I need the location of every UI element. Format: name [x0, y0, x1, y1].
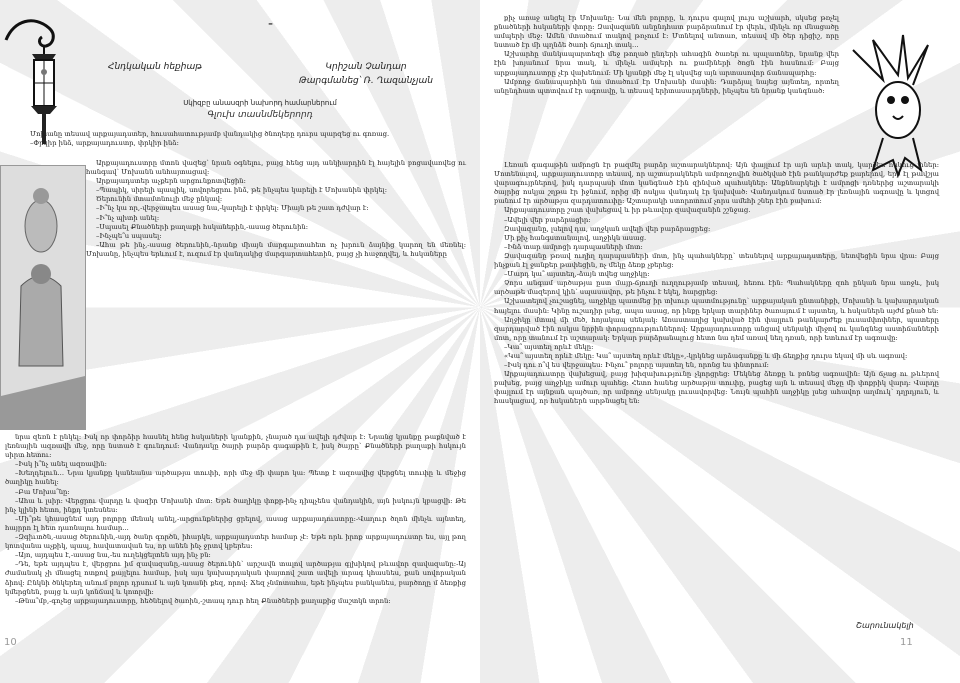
- paragraph: –Ինձ տար ամրոցի դարպասների մոտ:: [504, 242, 643, 251]
- paragraph: Աշխարհը մանկապարտեզի մեջ թողած ընդերի ահագին ծառեր ու պալատներ, նրանք վեր էին խոյանում նրա տակ, և մինչև ամպերի ու քամիների ծոցն էին հասնում: Բայց արքայադուստրը չէր վախենում: Մի կյանքի մեջ էլ սկսվեց այն արտասովոր ճանապարհը:: [494, 50, 839, 77]
- intro-text: [20, 130, 465, 148]
- paragraph: –Պապիկ, սիրելի պապիկ, սովորեցրու ինձ, թե ինչպես կարելի է Մոխանին փրկել:: [96, 186, 388, 195]
- paragraph: Չորս անգամ արծաթյա ըստ մայր-ճյուղի ուղղությամբ տեսավ, հեռու էին: Պահակները զոհ ընկան նրա առջև, իսկ արծաթե մազերով կին՝ սպասավոր, թե ինչու է եկել, հարցրեց:: [494, 279, 939, 297]
- paragraph: Մոխանը տեսավ արքայադստեր, հուսահատությամբ վանդակից ծնողերը դուրս պարզեց ու գոռաց.: [30, 130, 390, 138]
- paragraph: –Խեղդելուն... Նրա կյանքը կանեանա արծաթյա տուփի, որի մեջ մի փարո կա: Պետք է ազռավից վերցնել տուփը և մեջից ծաղիկը հանել:: [5, 469, 466, 487]
- paragraph: –Ավելի վեր բարձրացիր:: [504, 215, 591, 224]
- paragraph: Աղջիկը մտավ մի մեծ, հոյակապ սենյակ: Առաստաղից կախված էին փայլուն թանկարժեք լուսամփոփներ, պատերը զարդարված էին ոսկյա նրբին փորագրություններով: Արքայադուստրը անցավ սենյակի միջով ու կանգնեց աստիճանների մոտ, որը տանում էր աշտարակ: Երկար բարձրանալուց հետո նա դեմ առավ նեղ դռան, որի ետևում էր ագռավը:: [494, 315, 939, 342]
- header-dash: -: [268, 16, 274, 32]
- rubric-label: Հնդկական հեքիաթ: [108, 62, 202, 72]
- to-be-continued: Շարունակելի: [856, 621, 914, 630]
- page-number-left: 10: [4, 637, 17, 648]
- paragraph: –Բա Մոխա՞նը:: [15, 487, 70, 496]
- crow-illustration: [843, 20, 941, 180]
- author-name: Կրիշան Չանդար: [325, 62, 407, 72]
- illustration-drawing: [1, 166, 85, 429]
- paragraph: –Մի՞թե կհասցնեմ այդ բոլորը մենակ անել,-արցունքներից ցրելով, ասաց արքայադուստրը:-Վաղուր ծղոն մինչև այնտեղ, հայրրո էլ հետ դառնալու համար...: [5, 514, 466, 532]
- abridged-note: Սկիզբը անասզրի նախորդ համարներում: [183, 99, 337, 107]
- translator-name: Թարգմանեց՝ Ռ. Ղազանչյան: [299, 76, 433, 86]
- paragraph: –Թնա՞մբ,-գոչեց արքայադուստրը, հեծնելով ծառին,-շտապ դուր հեղ Քնածների քաղաքից մաշտկն տրոն:: [15, 596, 391, 605]
- story-illustration: [0, 165, 86, 430]
- author-block: [296, 60, 436, 88]
- paragraph: Մի քիչ հանգստանալով, աղջիկն ասաց.: [504, 233, 647, 242]
- paragraph: –Իսկ ի՞նչ անել ազռավին:: [15, 460, 107, 469]
- paragraph: Ամբողջ ճանապարհին նա մտածում էր Մոխանի մասին: Դարձյալ նայեց այնտեղ, որտեղ անընդհատ պտտվում էր ագռավը, և տեսավ երիտասարդների, ինչպես են նրանք կանգնած:: [494, 77, 839, 95]
- paragraph: քիչ առաջ անցել էր Մոխանը: Նա մեն բոլորը, և դուրս գալով լույս աշխարհ, սկսեց թռչել քնածների հսկաների փորը: Զավազանն անընդհատ բարձրանում էր վերև, մինչև որ մնացածը ամպերի մեջ: Ամեն մտածում տակով թռչում է: Մտնելով անտառ, տեսավ մի ծեր դիցիշ, որը նստած էր մի պղնձե ծառի ճյուղի տակ...: [494, 14, 839, 50]
- paragraph: –Իսկ դու ո՞վ ես վերջապես: Ինչու՞ բոլորը այստեղ են, որոնց ես փնտրում:: [504, 361, 769, 370]
- paragraph: –Զգիւտծն,-ասաց ծերունին,-այդ ծանր գործն, իհարկե, արքայադստեր համար չէ: Եթե որև իրոք արքայադուստր ես, այլ թող կոտվանա աչքիկ, պապ, հավատավան ես, որ անեն ինչ ջրտվ կբերես:: [5, 533, 466, 551]
- paragraph: –Ահա թե ինչ,-ասաց ծերունին,-նրանք միայն մարգարտահետ ոչ խրուն ձայնից կարող են մեռնել: Մոխանը, ինչպես երևում է, ուզում էր վանդակից մարգարտահետին, բայց չի հաջողվել, և հսկաները: [86, 240, 466, 258]
- paragraph: «Կա՞ այստեղ որևէ մեկը: Կա՞ այստեղ որևէ մեկը»,-կրկնեց արձագանքը և մի ճեղքից դուրս եկավ մի սև ագռավ:: [504, 351, 908, 360]
- paragraph: Լեռան գագաթին ամրոցն էր բազմել բարձր աշտարակներով: Այն փայլում էր այն արևի տակ, կարծես ոսկուց լիներ: Մոտենալով, արքայադուստրը տեսավ, որ աշտարակներն ամբողջովին ծածկված էին թանկարժեք քարերով, երբ էլ թավշյա վարագույրներով, իսկ դարպասի մոտ կանգնած էին զինված պահակներ: Անքննարկելի է ամրոցի դռներից աշտարակի ծայրից ոսկյա շղթա էր իջնում, որից մի ոսկյա վանդակ էր կախված: Վանդակում նստած էր լեռնային ագռավը և կտցով բանում էր արծաթյա զարդատուփը: Աշտարակի ստորոտում չորս ամեհի շներ էին բախում:: [494, 161, 939, 206]
- paragraph: –Ահա և լսիր: Վերցրու վարդը և վազիր Մոխանի մոտ: Եթե ծաղիկը փոքր-ինչ դիպչենս վանդակին, այն իսկույն կբացվի: Թե ինչ կլինի հետո, ինքդ կտեսնես:: [5, 496, 466, 514]
- right-page: [480, 0, 960, 683]
- page-number-right: 11: [900, 637, 913, 648]
- paragraph: Զավազանը թռավ ուղիղ դարպասների մոտ, ինչ պահակները՝ տեսնելով արքայադստերը, նետվեցին նրա վրա: Բայց ինչքան էլ ջանքեր թափեցին, ոչ մեկը ձեռք չբերեց:: [494, 251, 939, 270]
- chapter-title: Գլուխ տասնմեկերորդ: [207, 110, 313, 120]
- main-text-right: [494, 161, 939, 407]
- paragraph: Արքայադուստրը մտոն վազեց՝ նրան օգնելու, բայց հենց այդ անկիարդին էլ հայելին բոցավառվեց ու հանգավ՝ Մոխանն անհայտացավ:: [86, 159, 466, 177]
- top-text-right: [494, 14, 839, 96]
- paragraph: –Դե, եթե այդպես է, վերցրու իմ զավազանը,-ասաց ծերունին՝ արշավն տալով արծաթյա գլխիկով թևավոր զավազանը:-Այ ժամանակ չի մնացել ոտքով քայլելու համար, իսկ այս կախարդական փայտով շատ ավելի արագ կհասնես, քան սովորական ձիով: Ընկնի ծնկերեղ անում բոլոր դրսում և այն կտանի քեզ, որով: Ճեզ չնմոտահա, եթե ինչպես բանկանես, բարծողը մ ձեռքից կմերցնեն, բայց և այն կոնճավ և կոտրվի:: [5, 560, 466, 596]
- paragraph: –Ի՞նչ պիտի անել:: [96, 213, 160, 222]
- paragraph: –Սպասել Քնածների քաղաքի հսկաներին,-ասաց ծերունին:: [96, 222, 309, 231]
- paragraph: Արքայադուստրը վախեցավ, բայց խիզախությունը չկորցրեց: Մեկնեց ձեռքը և բռնեց ագռավին: Այն ճչաց ու թևերով բախեց, բայց աղջիկը ամուր պահեց: Հետո հանեց արծաթյա տուփը, բացեց այն և տեսավ մեջը մի փոքրիկ վարդ: Վարդը փայլում էր այնքան պայծառ, որ ամբողջ սենյակը լուսավորվեց: Նույն պահին աղջիկը լսեց ահավոր աղմուկ՝ դղրդյուն, և հասկացավ, որ հսկաներն արթնացել են:: [494, 370, 939, 406]
- paragraph: Արքայադստեր աչքերն արցունքոտվեցին:: [96, 177, 246, 186]
- side-text: [86, 159, 466, 259]
- paragraph: Արքայադուստրը շատ վախեցավ և իր թևավոր զավազանին շշնջաց.: [504, 206, 751, 215]
- paragraph: –Այո, այդպես է,-ասաց նա,-ես ուղեկցելտեն այդ ինչ բն:: [15, 551, 211, 560]
- paragraph: Զավազանը, լսելով դա, աղջկան ավելի վեր բարձրացրեց:: [504, 224, 711, 233]
- paragraph: –Ինչպե՞ս սպասել:: [96, 231, 162, 240]
- paragraph: –Կա՞ այստեղ որևէ մեկը:: [504, 342, 594, 351]
- main-text-left: [5, 433, 466, 606]
- paragraph: –Մարդ կա՞ այստեղ,-ձայն տվեց աղջիկը:: [504, 270, 650, 279]
- paragraph: –Փրկիր ինձ, արքայադուստր, փրկիր ինձ:: [30, 139, 179, 148]
- paragraph: –Ի՞նչ կա որ,-վերջապես ասաց նա,-կարելի է փրկել: Միայն թե շատ դժվար է:: [96, 204, 369, 213]
- paragraph: նրա զեռն է ընկել: Իսկ որ փորձիր հասնել հենց հսկաների կյանքին, չնայած դա ավելի դժվար է: Նրանց կյանքը թաքնված է լեռնային ազռավի մեջ, որը նստած է գունդում: Վանդակը ծայրի բարձր գագաթին է, իսկ ծայրը՝ Քնածների քաղաքի հսկույն սիրտ հետու:: [5, 433, 466, 460]
- paragraph: Ծերունին մտամտնուլի մեջ ընկավ:: [96, 195, 223, 204]
- paragraph: Աշխատելով չուշացնել, աղջիկը պատմեց իր տխուր պատմությունը՝ արքայական ընտանիքի, Մոխանի և կախարդական հայելու մասին: Կինը ուշադիր լսեց, ապա ասաց, որ ինքը երկար տարիներ ծառայում է այստեղ, և հսկաներն այժմ քնած են:: [494, 297, 939, 315]
